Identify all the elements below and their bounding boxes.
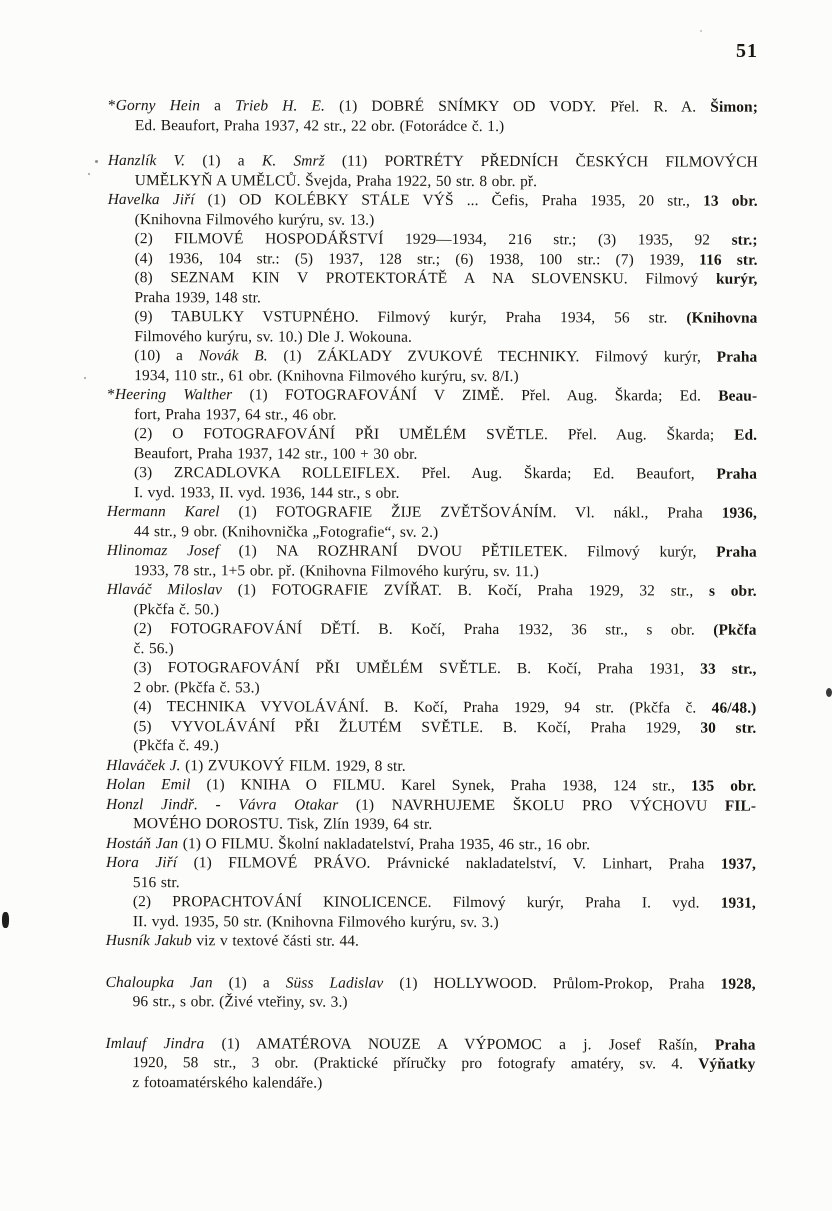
entry-paragraph xyxy=(106,502,757,543)
scan-speckle xyxy=(88,173,90,175)
entry-line xyxy=(135,229,758,250)
entry-paragraph xyxy=(106,541,757,582)
text-segment: (1) O FILMU. Školní nakladatelství, Praha 1935, 46 str., 16 obr. xyxy=(178,834,591,853)
entry-line xyxy=(133,697,756,718)
entry-line xyxy=(135,249,758,270)
entry-paragraph xyxy=(133,658,756,699)
entry-line xyxy=(134,600,757,621)
text-segment: 96 str., s obr. (Živé vteřiny, sv. 3.) xyxy=(132,993,348,1011)
entry-line xyxy=(134,268,757,289)
bib-entry xyxy=(106,755,756,776)
scan-speckle xyxy=(84,377,86,379)
entry-line xyxy=(134,639,757,660)
entry-line xyxy=(107,541,757,562)
entry-line xyxy=(107,580,757,601)
text-segment: (3) ZRCADLOVKA ROLLEIFLEX. Přel. Aug. Škarda; Ed. Beaufort, xyxy=(133,464,717,483)
text-segment: Ed. Beaufort, Praha 1937, 42 str., 22 obr. (Fotorádce č. 1.) xyxy=(134,116,505,135)
text-segment: (1) HOLLYWOOD. Průlom-Prokop, Praha xyxy=(383,974,721,993)
bib-entry xyxy=(106,794,756,835)
entry-line xyxy=(107,502,757,523)
text-segment: (2) PROPACHTOVÁNÍ KINOLICENCE. Filmový kurýr, Praha I. vyd. xyxy=(132,893,721,912)
entry-line xyxy=(133,658,756,679)
entry-paragraph xyxy=(107,190,758,231)
text-segment: Hlaváček J. xyxy=(106,756,181,774)
text-segment: (8) SEZNAM KIN V PROTEKTORÁTĚ A NA SLOVENSKU. Filmový xyxy=(134,269,717,288)
entry-line xyxy=(134,346,757,367)
text-segment: fort, Praha 1937, 64 str., 46 obr. xyxy=(134,405,337,424)
text-segment: (9) TABULKY VSTUPNÉHO. Filmový kurýr, Praha 1934, 56 str. xyxy=(134,308,687,327)
text-segment: (1) a xyxy=(185,152,262,170)
text-segment: (2) O FOTOGRAFOVÁNÍ PŘI UMĚLÉM SVĚTLE. Přel. Aug. Škarda; xyxy=(134,425,735,444)
entry-paragraph xyxy=(134,268,757,309)
text-segment: Hlaváč Miloslav xyxy=(106,580,223,599)
entry-line xyxy=(108,151,758,172)
text-segment: (Pkčfa č. 49.) xyxy=(133,737,219,755)
entry-line xyxy=(133,892,756,913)
bib-entry xyxy=(106,833,756,854)
text-segment: Holan Emil xyxy=(106,775,191,794)
entry-line xyxy=(134,288,757,309)
text-segment: Süss Ladislav xyxy=(285,973,384,992)
text-segment: 116 str. xyxy=(699,251,758,269)
bibliography xyxy=(105,96,758,1094)
bib-entry xyxy=(107,502,757,543)
entry-line xyxy=(134,561,757,582)
text-segment: Husník Jakub xyxy=(105,931,192,950)
entry-paragraph xyxy=(106,580,757,621)
text-segment: 1933, 78 str., 1+5 obr. př. (Knihovna Filmového kurýru, sv. 11.) xyxy=(133,561,539,580)
text-segment: (1) a xyxy=(212,973,286,991)
entry-line xyxy=(134,483,757,504)
entry-line xyxy=(106,794,756,815)
entry-paragraph xyxy=(134,346,757,387)
entry-paragraph xyxy=(133,717,756,758)
text-segment: Praha 1939, 148 str. xyxy=(134,288,261,306)
entry-line xyxy=(106,755,756,776)
bib-entry xyxy=(107,385,757,504)
entry-line xyxy=(135,210,758,231)
entry-paragraph xyxy=(105,1034,756,1094)
text-segment: II. vyd. 1935, 50 str. (Knihovna Filmového kurýru, sv. 3.) xyxy=(132,912,499,931)
text-segment: Beau- xyxy=(718,387,758,405)
bib-entry xyxy=(108,151,758,192)
text-segment: (10) a xyxy=(134,347,199,365)
text-segment: (1) ZVUKOVÝ FILM. 1929, 8 str. xyxy=(180,756,406,775)
entry-paragraph xyxy=(134,619,757,660)
text-segment: MOVÉHO DOROSTU. Tisk, Zlín 1939, 64 str. xyxy=(133,815,433,833)
text-segment: 516 str. xyxy=(132,873,180,891)
text-segment: (4) TECHNIKA VYVOLÁVÁNÍ. B. Kočí, Praha 1929, 94 str. (Pkčfa č. xyxy=(133,698,712,717)
entry-paragraph xyxy=(107,96,758,137)
text-segment: Výňatky xyxy=(698,1055,756,1073)
text-segment: (Knihovna xyxy=(686,309,758,327)
text-segment: (Knihovna Filmového kurýru, sv. 13.) xyxy=(134,210,375,229)
text-segment: (1) DOBRÉ SNÍMKY OD VODY. Přel. R. A. xyxy=(324,97,711,116)
entry-line xyxy=(134,366,757,387)
text-segment: 33 str., xyxy=(700,660,757,678)
text-segment: - xyxy=(197,795,239,813)
text-segment: Chaloupka Jan xyxy=(105,973,213,991)
text-segment: Vávra Otakar xyxy=(238,795,339,814)
entry-line xyxy=(107,385,757,406)
entry-line xyxy=(135,171,758,192)
text-segment: (3) FOTOGRAFOVÁNÍ PŘI UMĚLÉM SVĚTLE. B. Kočí, Praha 1931, xyxy=(133,659,701,678)
text-segment: 46/48.) xyxy=(711,699,757,717)
text-segment: (1) KNIHA O FILMU. Karel Synek, Praha 1938, 124 str., xyxy=(190,776,691,795)
text-segment: 1936, xyxy=(721,504,757,522)
entry-paragraph xyxy=(134,424,757,465)
text-segment: Praha xyxy=(716,348,758,366)
scan-speckle xyxy=(826,688,832,697)
entry-line xyxy=(133,678,756,699)
text-segment: (5) VYVOLÁVÁNÍ PŘI ŽLUTÉM SVĚTLE. B. Kočí, Praha 1929, xyxy=(133,717,701,737)
text-segment: Gorny Hein xyxy=(115,97,201,115)
bib-entry xyxy=(107,541,757,582)
text-segment: (4) 1936, 104 str.: (5) 1937, 128 str.; (6) 1938, 100 str.: (7) 1939, xyxy=(134,249,700,269)
text-segment: 135 obr. xyxy=(690,777,757,795)
text-segment: Filmového kurýru, sv. 10.) Dle J. Wokouna. xyxy=(134,327,412,346)
text-segment: Hanzlík V. xyxy=(107,151,186,170)
text-segment: Praha xyxy=(714,1036,756,1054)
text-segment: Hostáň Jan xyxy=(106,834,179,852)
scan-speckle xyxy=(2,912,9,928)
entry-line xyxy=(135,116,758,137)
text-segment: Imlauf Jindra xyxy=(105,1034,205,1052)
text-segment: Hora Jiří xyxy=(105,853,178,872)
entry-paragraph xyxy=(106,834,756,855)
entry-line xyxy=(132,1053,755,1074)
text-segment: UMĚLKYŇ A UMĚLCŮ. Švejda, Praha 1922, 50 str. 8 obr. př. xyxy=(134,171,538,190)
entry-line xyxy=(106,775,756,796)
text-segment: Praha xyxy=(716,465,758,483)
text-segment: a xyxy=(199,97,236,115)
entry-line xyxy=(106,853,756,874)
text-segment: Hermann Karel xyxy=(106,502,220,521)
scan-speckle xyxy=(95,160,98,163)
bib-entry xyxy=(108,96,758,137)
text-segment: Honzl Jindř. xyxy=(106,795,198,813)
entry-line xyxy=(134,619,757,640)
text-segment: s obr. xyxy=(708,582,757,600)
entry-line xyxy=(133,717,756,738)
text-segment: * xyxy=(107,97,116,115)
text-segment: Heering Walther xyxy=(114,386,233,404)
entry-line xyxy=(134,444,757,465)
entry-line xyxy=(105,1033,755,1054)
entry-paragraph xyxy=(133,892,756,933)
text-segment: (11) PORTRÉTY PŘEDNÍCH ČESKÝCH FILMOVÝCH xyxy=(324,152,758,171)
text-segment: kurýr, xyxy=(715,270,758,288)
entry-paragraph xyxy=(134,307,757,348)
text-segment: Novák B. xyxy=(198,347,268,365)
entry-paragraph xyxy=(134,463,757,504)
text-segment: (1) FOTOGRAFIE ZVÍŘAT. B. Kočí, Praha 1929, 32 str., xyxy=(222,581,710,600)
entry-line xyxy=(106,972,756,993)
entry-line xyxy=(134,307,757,328)
bib-entry xyxy=(106,931,756,952)
text-segment: Šimon; xyxy=(710,98,758,116)
text-segment: z fotoamatérského kalendáře.) xyxy=(132,1073,323,1092)
entry-paragraph xyxy=(106,795,757,836)
entry-line xyxy=(134,405,757,426)
text-segment: (1) ZÁKLADY ZVUKOVÉ TECHNIKY. Filmový kurýr, xyxy=(267,347,717,366)
text-segment: K. Smrž xyxy=(261,152,325,170)
entry-line xyxy=(133,873,756,894)
bib-entry xyxy=(107,190,758,387)
text-segment: * xyxy=(107,385,116,404)
text-segment: Havelka Jiří xyxy=(107,190,195,209)
entry-line xyxy=(133,912,756,933)
entry-line xyxy=(108,190,758,211)
text-segment: 1928, xyxy=(720,975,756,993)
text-segment: I. vyd. 1933, II. vyd. 1936, 144 str., s obr. xyxy=(133,483,400,502)
text-segment: (2) FILMOVÉ HOSPODÁŘSTVÍ 1929—1934, 216 str.; (3) 1935, 92 xyxy=(134,230,732,249)
entry-paragraph xyxy=(107,151,758,192)
bib-entry xyxy=(106,972,756,1013)
text-segment: Trieb H. E. xyxy=(235,97,326,115)
text-segment: (1) FILMOVÉ PRÁVO. Právnické nakladatelství, V. Linhart, Praha xyxy=(177,854,721,873)
entry-line xyxy=(134,522,757,543)
text-segment: (Pkčfa xyxy=(713,621,757,639)
bib-entry xyxy=(106,580,756,757)
text-segment: Hlinomaz Josef xyxy=(106,541,220,560)
text-segment: (1) AMATÉROVA NOUZE A VÝPOMOC a j. Josef Rašín, xyxy=(204,1034,715,1054)
text-segment: (1) FOTOGRAFOVÁNÍ V ZIMĚ. Přel. Aug. Škarda; Ed. xyxy=(232,386,719,405)
entry-paragraph xyxy=(135,229,758,270)
entry-paragraph xyxy=(106,756,756,777)
entry-paragraph xyxy=(133,697,756,718)
text-segment: 2 obr. (Pkčfa č. 53.) xyxy=(133,678,260,696)
entry-line xyxy=(133,736,756,757)
text-segment: (Pkčfa č. 50.) xyxy=(133,600,220,618)
text-segment: 13 obr. xyxy=(703,192,758,210)
text-segment: (1) NA ROZHRANÍ DVOU PĚTILETEK. Filmový kurýr, xyxy=(219,542,717,561)
entry-line xyxy=(134,424,757,445)
text-segment: FIL- xyxy=(724,797,757,815)
text-segment: 1920, 58 str., 3 obr. (Praktické příručky pro fotografy amatéry, sv. 4. xyxy=(132,1054,699,1073)
entry-line xyxy=(108,96,758,117)
text-segment: 1931, xyxy=(720,894,756,912)
text-segment: (1) NAVRHUJEME ŠKOLU PRO VÝCHOVU xyxy=(338,796,725,815)
entry-line xyxy=(106,931,756,952)
entry-paragraph xyxy=(105,853,757,894)
text-segment: 44 str., 9 obr. (Knihovnička „Fotografie“, sv. 2.) xyxy=(133,522,439,541)
bib-entry xyxy=(106,853,756,933)
entry-line xyxy=(134,463,757,484)
text-segment: 30 str. xyxy=(700,719,757,737)
text-segment: č. 56.) xyxy=(133,639,174,657)
text-segment: Ed. xyxy=(734,426,758,444)
page-number: 51 xyxy=(736,40,758,62)
text-segment: Beaufort, Praha 1937, 142 str., 100 + 30 obr. xyxy=(134,444,418,463)
text-segment: viz v textové části str. 44. xyxy=(191,932,360,950)
entry-paragraph xyxy=(106,775,757,796)
text-segment: (1) OD KOLÉBKY STÁLE VÝŠ ... Čefis, Praha 1935, 20 str., xyxy=(194,191,704,210)
bib-entry xyxy=(105,1033,755,1093)
entry-paragraph xyxy=(105,931,756,952)
entry-line xyxy=(133,814,756,835)
entry-line xyxy=(132,1073,755,1094)
bib-entry xyxy=(106,775,756,796)
text-segment: str.; xyxy=(731,231,758,249)
text-segment: 1937, xyxy=(720,855,757,873)
entry-paragraph xyxy=(105,973,756,1014)
text-segment: 1934, 110 str., 61 obr. (Knihovna Filmového kurýru, sv. 8/I.) xyxy=(134,366,519,385)
text-segment: (2) FOTOGRAFOVÁNÍ DĚTÍ. B. Kočí, Praha 1932, 36 str., s obr. xyxy=(133,620,714,639)
entry-line xyxy=(106,833,756,854)
scan-speckle xyxy=(700,30,702,32)
text-segment: (1) FOTOGRAFIE ŽIJE ZVĚTŠOVÁNÍM. Vl. nákl., Praha xyxy=(219,503,722,522)
entry-line xyxy=(133,992,756,1013)
entry-paragraph xyxy=(107,385,758,426)
entry-line xyxy=(134,327,757,348)
text-segment: Praha xyxy=(716,543,757,561)
